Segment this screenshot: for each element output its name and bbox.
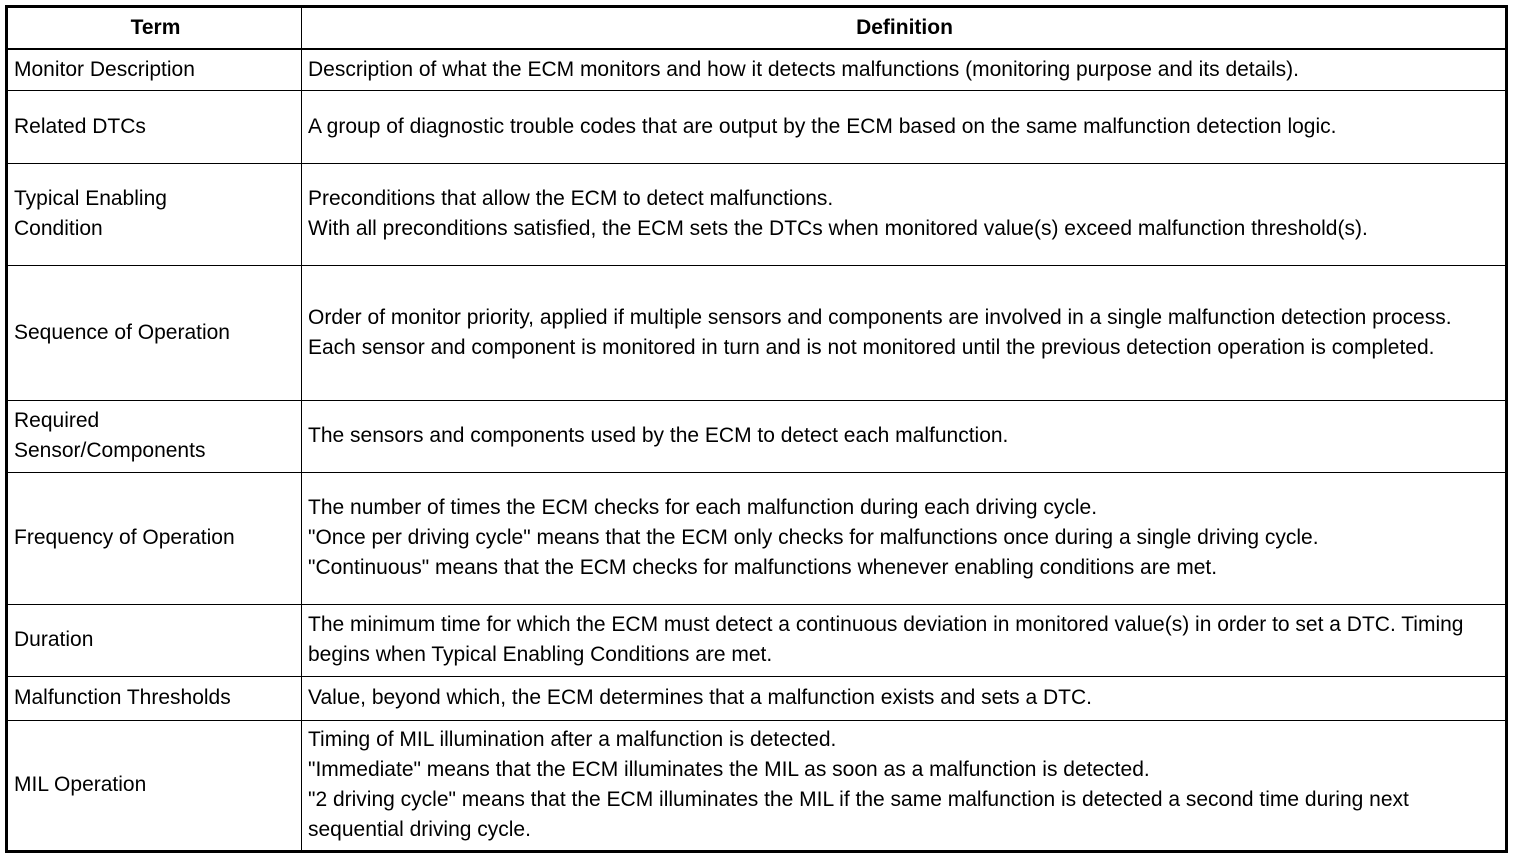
term-cell (7, 400, 302, 472)
definition-text: Each sensor and component is monitored in turn and is not monitored until the previous detection operation is completed. (308, 335, 1435, 359)
term-text: Frequency of Operation (14, 526, 235, 549)
definition-text: Description of what the ECM monitors and how it detects malfunctions (monitoring purpose and its details). (308, 57, 1299, 81)
definition-cell (302, 604, 1507, 676)
table-row (7, 720, 1507, 851)
definition-text: With all preconditions satisfied, the ECM sets the DTCs when monitored value(s) exceed malfunction threshold(s). (308, 217, 1368, 240)
table-header-row (7, 7, 1507, 50)
definition-text: A group of diagnostic trouble codes that are output by the ECM based on the same malfunction detection logic. (308, 114, 1337, 138)
term-cell (7, 604, 302, 676)
definition-cell (302, 720, 1507, 851)
term-text: Required (14, 409, 100, 432)
definition-text: "2 driving cycle" means that the ECM illuminates the MIL if the same malfunction is detected a second time during next sequential driving cycle. (308, 788, 1409, 841)
table-row (7, 400, 1507, 472)
term-cell (7, 90, 302, 163)
table-row (7, 163, 1507, 265)
term-text: Related DTCs (14, 114, 146, 138)
term-cell (7, 472, 302, 604)
definition-cell (302, 163, 1507, 265)
table-row (7, 676, 1507, 720)
table-row (7, 90, 1507, 163)
definition-cell (302, 90, 1507, 163)
term-text: Sequence of Operation (14, 320, 230, 344)
definition-cell (302, 400, 1507, 472)
definition-text: Timing of MIL illumination after a malfunction is detected. (308, 728, 837, 751)
definition-text: Order of monitor priority, applied if multiple sensors and components are involved in a single malfunction detection process. (308, 305, 1452, 329)
table-row (7, 265, 1507, 400)
table-row (7, 604, 1507, 676)
term-cell (7, 49, 302, 90)
table-row (7, 49, 1507, 90)
term-cell (7, 720, 302, 851)
term-cell (7, 163, 302, 265)
definition-text: "Once per driving cycle" means that the ECM only checks for malfunctions once during a single driving cycle. (308, 526, 1319, 549)
definition-cell (302, 472, 1507, 604)
definition-text: Preconditions that allow the ECM to detect malfunctions. (308, 187, 834, 210)
column-header-term: Term (7, 7, 302, 50)
table-row (7, 472, 1507, 604)
term-text: Sensor/Components (14, 439, 206, 462)
definition-text: The number of times the ECM checks for each malfunction during each driving cycle. (308, 496, 1098, 519)
definition-text: Value, beyond which, the ECM determines that a malfunction exists and sets a DTC. (308, 686, 1092, 709)
term-cell (7, 265, 302, 400)
definition-text: The minimum time for which the ECM must detect a continuous deviation in monitored value(s) in order to set a DTC. Timing begins when Typical Enabling Conditions are met. (308, 613, 1464, 666)
term-text: Malfunction Thresholds (14, 686, 231, 709)
definition-text: The sensors and components used by the ECM to detect each malfunction. (308, 424, 1009, 447)
definition-cell (302, 676, 1507, 720)
term-text: Duration (14, 628, 94, 651)
column-header-definition: Definition (302, 7, 1507, 50)
definition-text: "Continuous" means that the ECM checks for malfunctions whenever enabling conditions are met. (308, 556, 1218, 579)
term-text: MIL Operation (14, 773, 147, 796)
definition-text: "Immediate" means that the ECM illuminates the MIL as soon as a malfunction is detected. (308, 758, 1150, 781)
term-text: Monitor Description (14, 57, 195, 81)
definition-cell (302, 49, 1507, 90)
term-text: Typical Enabling (14, 187, 167, 210)
definition-cell (302, 265, 1507, 400)
term-text: Condition (14, 217, 103, 240)
term-cell (7, 676, 302, 720)
definitions-table (5, 5, 1508, 853)
